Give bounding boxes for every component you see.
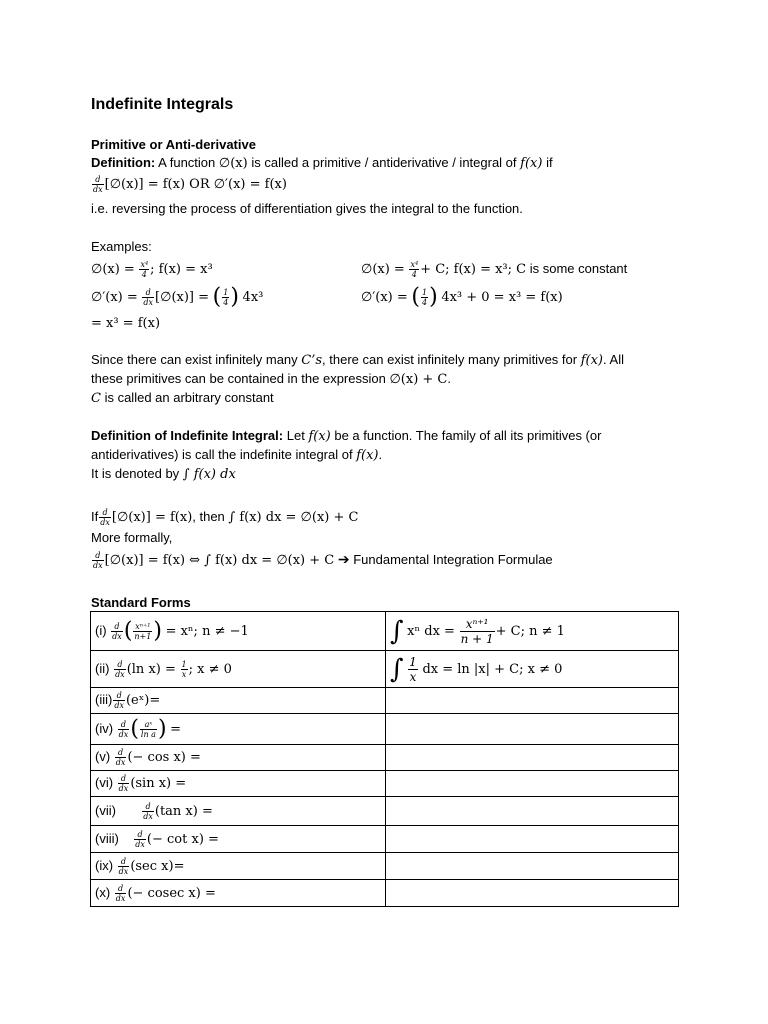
- row-left: (v) $\frac{d}{dx}$ (− cos x) =: [91, 745, 386, 771]
- example-left-2: ∅′(x) = $\frac{d}{dx}$ [∅(x)] = ( $\frac{1}{4}$ ) 4x³: [91, 284, 264, 310]
- if-line: If $\frac{d}{dx}$ [∅(x)] = f(x), then ∫ f(x) dx = ∅(x) + C: [91, 508, 359, 528]
- definition-line: Definition: A function ∅(x) is called a primitive / antiderivative / integral of f(x) if: [91, 155, 553, 171]
- page-title: Indefinite Integrals: [91, 96, 234, 113]
- definition-label: Definition:: [91, 155, 156, 170]
- infinite-line-2: these primitives can be contained in the expression ∅(x) + C.: [91, 371, 451, 387]
- example-right-1: ∅(x) = $\frac{\text{x⁴}}{4}$ + C; f(x) = x³; C is some constant: [361, 260, 628, 280]
- indef-line-3: It is denoted by ∫ f(x) dx: [91, 466, 236, 482]
- row-left: (x) $\frac{d}{dx}$ (− cosec x) =: [91, 880, 386, 907]
- row-right: [386, 853, 679, 880]
- standard-forms-heading: Standard Forms: [91, 595, 191, 610]
- table-row: [91, 688, 679, 714]
- row-left: (viii) $\frac{d}{dx}$ (− cot x) =: [91, 826, 386, 853]
- table-row: [91, 797, 679, 826]
- row-left: (vi) $\frac{d}{dx}$ (sin x) =: [91, 771, 386, 797]
- row-left: (iv) $\frac{d}{dx}$ ( $\frac{\text{aˣ}}{\text{ln a}}$ ) =: [91, 714, 386, 745]
- table-row: [91, 745, 679, 771]
- row-right: [386, 826, 679, 853]
- row-right: ∫ xⁿ dx = $\frac{\text{xⁿ⁺¹}}{n + 1}$ + C; n ≠ 1: [386, 612, 679, 651]
- table-row: [91, 612, 679, 651]
- table-row: [91, 826, 679, 853]
- standard-forms-table: [90, 611, 679, 907]
- formal-equation: $\frac{d}{dx}$ [∅(x)] = f(x) ⇔ ∫ f(x) dx = ∅(x) + C ➔ Fundamental Integration Formulae: [93, 551, 553, 571]
- indef-line-2: antiderivatives) is call the indefinite integral of f(x).: [91, 447, 383, 463]
- row-right: [386, 714, 679, 745]
- table-row: [91, 651, 679, 688]
- table-row: [91, 853, 679, 880]
- example-left-3: = x³ = f(x): [91, 316, 161, 331]
- table-row: [91, 771, 679, 797]
- infinite-line-3: C is called an arbitrary constant: [91, 390, 274, 406]
- row-left: (i) $\frac{d}{dx}$ ( $\frac{\text{xⁿ⁺¹}}{n+1}$ ) = xⁿ; n ≠ −1: [91, 612, 386, 651]
- row-left: (ix) $\frac{d}{dx}$ (sec x)=: [91, 853, 386, 880]
- arrow-icon: ➔: [337, 551, 350, 567]
- more-formally: More formally,: [91, 530, 173, 545]
- row-right: [386, 745, 679, 771]
- row-right: [386, 797, 679, 826]
- row-right: ∫ $\frac{1}{x}$ dx = ln |x| + C; x ≠ 0: [386, 651, 679, 688]
- row-right: [386, 880, 679, 907]
- example-left-1: ∅(x) = $\frac{\text{x⁴}}{4}$ ; f(x) = x³: [91, 260, 213, 280]
- indef-line-1: Definition of Indefinite Integral: Let f(x) be a function. The family of all its primitives (or: [91, 428, 602, 444]
- definition-equation: $\frac{d}{dx}$ [∅(x)] = f(x) OR ∅′(x) = f(x): [93, 175, 287, 195]
- table-row: [91, 880, 679, 907]
- primitive-heading: Primitive or Anti-derivative: [91, 137, 256, 152]
- row-left: (vii) $\frac{d}{dx}$ (tan x) =: [91, 797, 386, 826]
- row-left: (ii) $\frac{d}{dx}$ (ln x) = $\frac{1}{x}$ ; x ≠ 0: [91, 651, 386, 688]
- indef-label: Definition of Indefinite Integral:: [91, 428, 284, 443]
- infinite-line-1: Since there can exist infinitely many C’s, there can exist infinitely many primitives for f(x). All: [91, 352, 624, 368]
- table-row: [91, 714, 679, 745]
- row-left: (iii) $\frac{d}{dx}$ (eˣ)=: [91, 688, 386, 714]
- row-right: [386, 688, 679, 714]
- examples-label: Examples:: [91, 239, 152, 254]
- row-right: [386, 771, 679, 797]
- ie-text: i.e. reversing the process of differentiation gives the integral to the function.: [91, 201, 523, 216]
- example-right-2: ∅′(x) = ( $\frac{1}{4}$ ) 4x³ + 0 = x³ = f(x): [361, 284, 563, 310]
